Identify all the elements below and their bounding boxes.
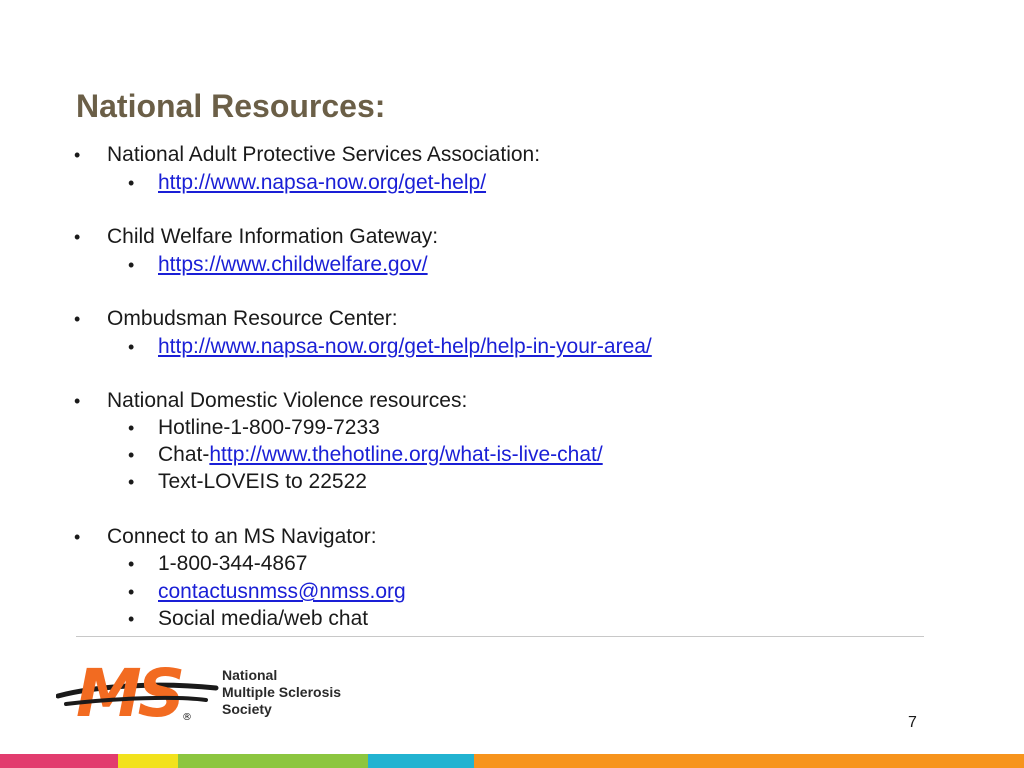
section-heading-napsa: National Adult Protective Services Association: (107, 143, 541, 166)
section-heading-child-welfare: Child Welfare Information Gateway: (107, 225, 439, 248)
registered-mark: ® (182, 712, 192, 723)
stripe-blue (368, 754, 474, 768)
stripe-orange (474, 754, 1024, 768)
bullet-icon: • (128, 445, 135, 465)
stripe-green (178, 754, 368, 768)
bullet-icon: • (128, 472, 135, 492)
section-heading-domestic-violence: National Domestic Violence resources: (107, 389, 468, 412)
chat-prefix: Chat- (158, 443, 210, 466)
org-name-line2: Multiple Sclerosis (222, 684, 342, 700)
bullet-icon: • (128, 418, 135, 438)
org-name-line1: National (222, 667, 278, 683)
stripe-yellow (118, 754, 178, 768)
napsa-help-area-link[interactable]: http://www.napsa-now.org/get-help/help-in-your-area/ (158, 335, 652, 358)
contact-email-link[interactable]: contactusnmss@nmss.org (158, 580, 406, 603)
bullet-icon: • (74, 309, 81, 329)
bullet-icon: • (128, 173, 135, 193)
social-web-chat-item: Social media/web chat (158, 607, 369, 630)
org-name-line3: Society (222, 701, 272, 717)
bullet-icon: • (74, 527, 81, 547)
bullet-icon: • (74, 227, 81, 247)
section-heading-ms-navigator: Connect to an MS Navigator: (107, 525, 377, 548)
logo-mark: MS (76, 660, 182, 724)
bullet-icon: • (74, 145, 81, 165)
bullet-icon: • (74, 391, 81, 411)
bullet-icon: • (128, 582, 135, 602)
bullet-icon: • (128, 609, 135, 629)
hotline-text: Hotline-1-800-799-7233 (158, 416, 380, 439)
section-heading-ombudsman: Ombudsman Resource Center: (107, 307, 398, 330)
napsa-get-help-link[interactable]: http://www.napsa-now.org/get-help/ (158, 171, 487, 194)
stripe-pink (0, 754, 118, 768)
text-loveis-item: Text-LOVEIS to 22522 (158, 470, 367, 493)
navigator-phone: 1-800-344-4867 (158, 552, 308, 575)
bullet-icon: • (128, 554, 135, 574)
org-name (222, 667, 341, 718)
bullet-icon: • (128, 255, 135, 275)
hotline-live-chat-link[interactable]: http://www.thehotline.org/what-is-live-chat/ (209, 443, 603, 466)
footer-divider (76, 636, 924, 637)
bullet-icon: • (128, 337, 135, 357)
slide-title: National Resources: (76, 88, 386, 124)
chat-item (158, 442, 603, 468)
childwelfare-link[interactable]: https://www.childwelfare.gov/ (158, 253, 428, 276)
page-number: 7 (908, 714, 917, 731)
